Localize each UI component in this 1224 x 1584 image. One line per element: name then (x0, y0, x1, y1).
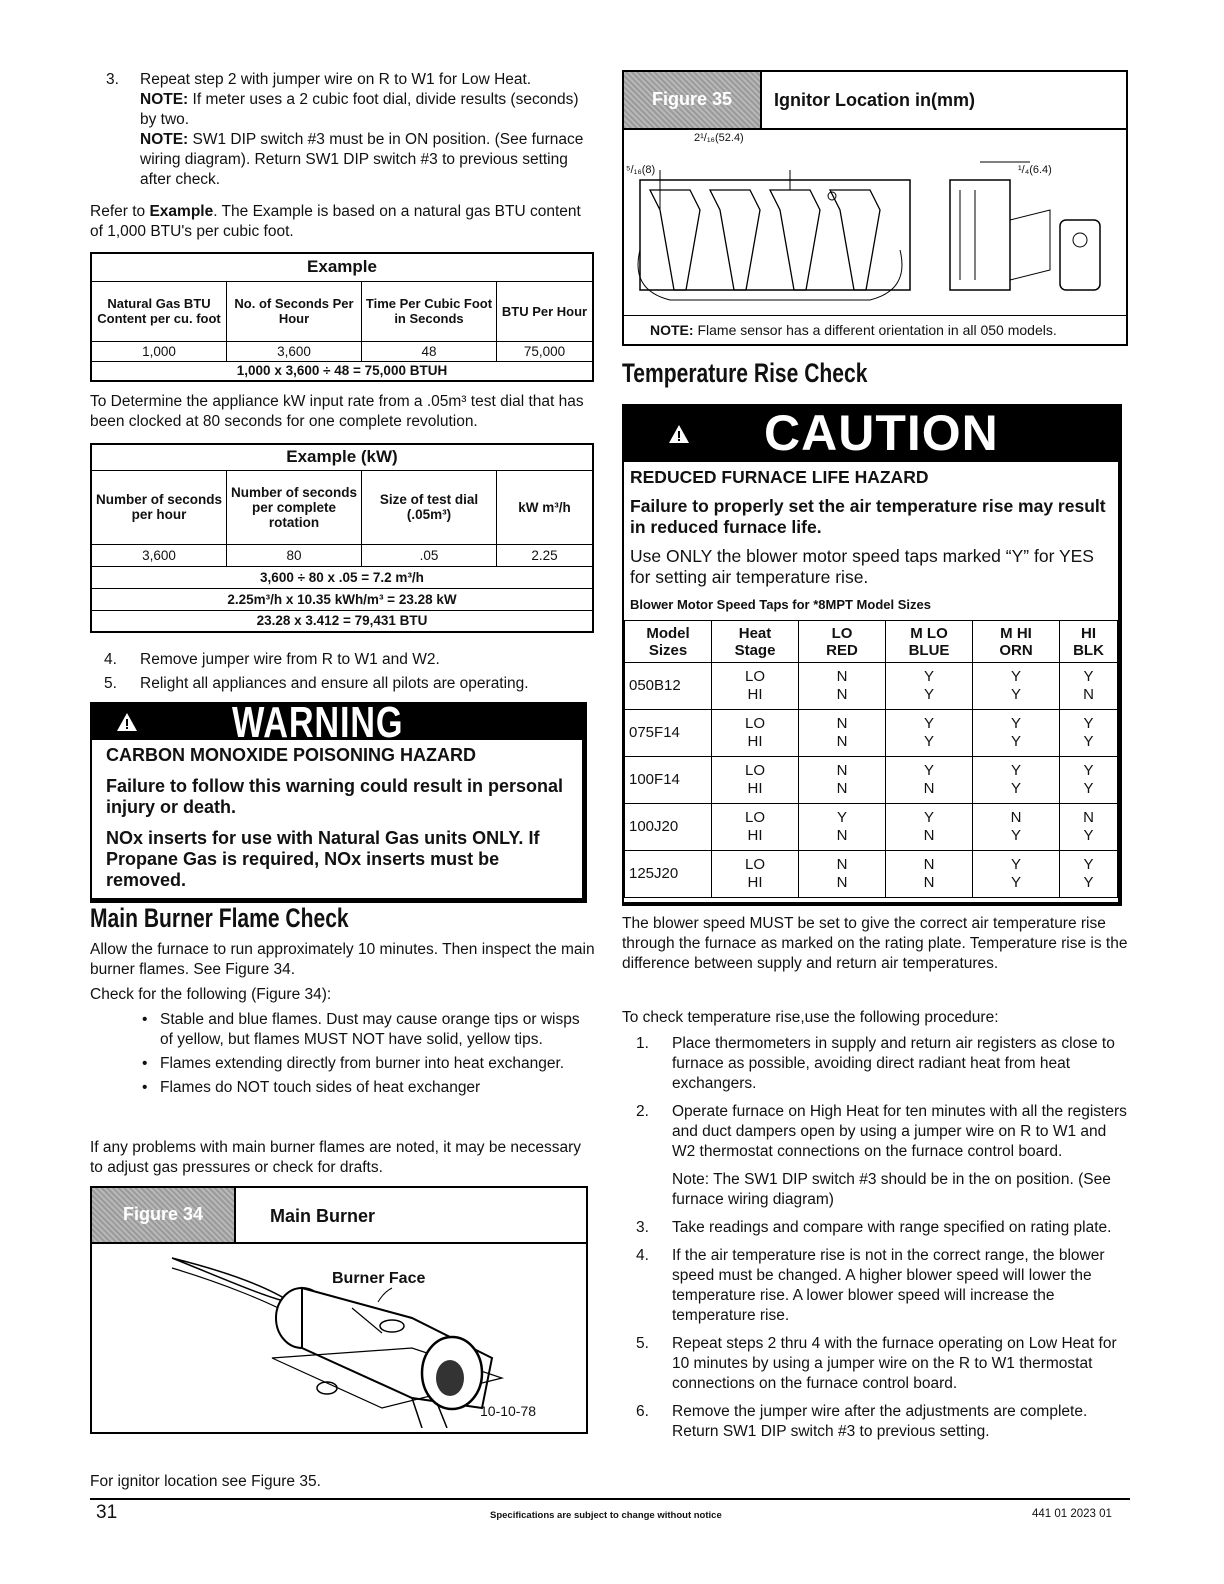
flame-heading: Main Burner Flame Check (90, 903, 349, 933)
warning-box: WARNING CARBON MONOXIDE POISONING HAZARD Failure to follow this warning could result in personal injury or death. NOx inserts for use with Natural Gas units ONLY. If Propane Gas is required, NOx inserts must be removed. (90, 702, 587, 903)
blower-paragraph: The blower speed MUST be set to give the correct air temperature rise through the furnace as marked on the rating plate. Temperature rise is the difference between supply and return air temperatures. (622, 915, 1128, 972)
flame-p1: Allow the furnace to run approximately 10 minutes. Then inspect the main burner flames. See Figure 34. (90, 941, 595, 978)
warning-word: WARNING (232, 698, 404, 747)
footer-rule (90, 1498, 1130, 1500)
list-item: • Flames do NOT touch sides of heat exchanger (142, 1079, 481, 1096)
procedure-steps (636, 1034, 1128, 1450)
warning-hazard: CARBON MONOXIDE POISONING HAZARD (106, 745, 477, 765)
dimension-label: ¹/₄(6.4) (1018, 164, 1052, 176)
list-item: 5. Repeat steps 2 thru 4 with the furnace operating on Low Heat for 10 minutes by using a jumper wire on the R to W1 thermostat connections on the furnace control board. (636, 1335, 1117, 1392)
dimension-label: 2¹/₁₆(52.4) (694, 132, 744, 144)
caution-word: CAUTION (764, 405, 999, 461)
speed-taps-title: Blower Motor Speed Taps for *8MPT Model Sizes (630, 597, 931, 612)
list-item: Note: The SW1 DIP switch #3 should be in the on position. (See furnace wiring diagram) (672, 1171, 1111, 1208)
step-3-text: Repeat step 2 with jumper wire on R to W1 for Low Heat. (140, 71, 532, 88)
warning-banner (92, 698, 582, 747)
list-item: 3. Take readings and compare with range specified on rating plate. (636, 1219, 1112, 1236)
page-number: 31 (96, 1502, 118, 1523)
procedure-intro: To check temperature rise,use the following procedure: (622, 1009, 999, 1026)
col-model: Model Sizes (625, 621, 712, 663)
refer-paragraph: Refer to Example. The Example is based on a natural gas BTU content of 1,000 BTU's per cubic foot. (90, 203, 581, 240)
list-item: 2. Operate furnace on High Heat for ten minutes with all the registers and duct dampers open by using a jumper wire on R to W1 and W2 thermostat connections on the furnace control board. (636, 1103, 1127, 1160)
table-row: 050B12 LO HI N N Y Y Y Y Y N (625, 663, 1118, 710)
step-3: 3. Repeat step 2 with jumper wire on R to W1 for Low Heat. NOTE: If meter uses a 2 cubic foot dial, divide results (seconds) by two. NOTE: SW1 DIP switch #3 must be in ON position. (See furnace wiring diagram). Return SW1 DIP switch #3 to previous setting after check. (106, 70, 596, 190)
table-row: 075F14 LO HI N N Y Y Y Y Y Y (625, 710, 1118, 757)
col-heat: Heat Stage (712, 621, 799, 663)
figure-34-title: Main Burner (270, 1206, 376, 1226)
list-item: 6. Remove the jumper wire after the adjustments are complete. Return SW1 DIP switch #3 to previous setting. (636, 1403, 1088, 1440)
col-mlo: M LO BLUE (886, 621, 973, 663)
figure-34-label: Figure 34 (92, 1188, 236, 1244)
flame-p2: Check for the following (Figure 34): (90, 986, 332, 1003)
caution-banner (624, 406, 1118, 462)
col-hi: HI BLK (1060, 621, 1118, 663)
figure-35-note: NOTE: Flame sensor has a different orientation in all 050 models. (624, 315, 1126, 342)
figure-35-label: Figure 35 (624, 72, 762, 130)
caution-box: CAUTION REDUCED FURNACE LIFE HAZARD Failure to properly set the air temperature rise may result in reduced furnace life. Use ONLY the blower motor speed taps marked “Y” for YES for setting air temperature rise. Blower Motor Speed Taps for *8MPT Model Sizes Model Sizes Heat Stage LO RED M LO BLUE M HI ORN HI BLK 050B12 LO HI N N Y Y Y Y Y N 075F14 LO HI N N Y Y Y Y Y Y 100F14 LO HI N N Y N Y Y Y Y 100J20 LO HI Y N Y N N Y N Y 125J20 LO HI N N N N Y Y Y Y (622, 404, 1122, 906)
speed-taps-table (624, 620, 1118, 898)
list-item: • Stable and blue flames. Dust may cause orange tips or wisps of yellow, but flames MUST NOT have solid, yellow tips. (142, 1011, 580, 1048)
list-item: 1. Place thermometers in supply and return air registers as close to furnace as possible, avoiding direct radiant heat from heat exchangers. (636, 1035, 1115, 1092)
col-lo: LO RED (799, 621, 886, 663)
burner-face-callout: Burner Face (332, 1270, 426, 1287)
ignitor-reference: For ignitor location see Figure 35. (90, 1473, 321, 1490)
example-table: Example Natural Gas BTU Content per cu. foot No. of Seconds Per Hour Time Per Cubic Foot in Seconds BTU Per Hour 1,000 3,600 48 75,000 1,000 x 3,600 ÷ 48 = 75,000 BTUH (90, 252, 594, 382)
col-mhi: M HI ORN (973, 621, 1060, 663)
temp-rise-heading: Temperature Rise Check (622, 358, 868, 388)
step-4: 4. Remove jumper wire from R to W1 and W2. (104, 651, 440, 668)
step-5: 5. Relight all appliances and ensure all pilots are operating. (104, 675, 529, 692)
footer-notice: Specifications are subject to change without notice (490, 1510, 722, 1521)
doc-code: 441 01 2023 01 (1032, 1508, 1112, 1520)
kw-table: Example (kW) Number of seconds per hour Number of seconds per complete rotation Size of test dial (.05m³) kW m³/h 3,600 80 .05 2.25 3,600 ÷ 80 x .05 = 7.2 m³/h 2.25m³/h x 10.35 kWh/m³ = 23.28 kW 23.28 x 3.412 = 79,431 BTU (90, 443, 594, 633)
example-table-title: Example (91, 253, 593, 281)
bullet-list (90, 1010, 596, 1098)
warning-triangle-icon (668, 424, 690, 444)
example-formula: 1,000 x 3,600 ÷ 48 = 75,000 BTUH (91, 361, 593, 381)
ignitor-illustration (630, 150, 1120, 320)
figure-34-code: 10-10-78 (480, 1403, 537, 1419)
dimension-label: ⁵/₁₆(8) (626, 164, 656, 176)
table-row: 100F14 LO HI N N Y N Y Y Y Y (625, 757, 1118, 804)
figure-34 (90, 1186, 588, 1434)
table-row: 125J20 LO HI N N N N Y Y Y Y (625, 851, 1118, 898)
kw-table-title: Example (kW) (91, 444, 593, 470)
kw-intro: To Determine the appliance kW input rate from a .05m³ test dial that has been clocked at 80 seconds for one complete revolution. (90, 393, 584, 430)
list-item: • Flames extending directly from burner into heat exchanger. (142, 1055, 565, 1072)
flame-p3: If any problems with main burner flames are noted, it may be necessary to adjust gas pressures or check for drafts. (90, 1139, 582, 1176)
warning-triangle-icon (116, 712, 138, 732)
figure-35-title: Ignitor Location in(mm) (774, 90, 975, 110)
figure-35 (622, 70, 1128, 346)
list-item: 4. If the air temperature rise is not in the correct range, the blower speed must be changed. A higher blower speed will lower the temperature rise. A lower blower speed will increase the temperature rise. (636, 1247, 1105, 1324)
caution-hazard: REDUCED FURNACE LIFE HAZARD (630, 467, 929, 487)
table-row: 100J20 LO HI Y N Y N N Y N Y (625, 804, 1118, 851)
